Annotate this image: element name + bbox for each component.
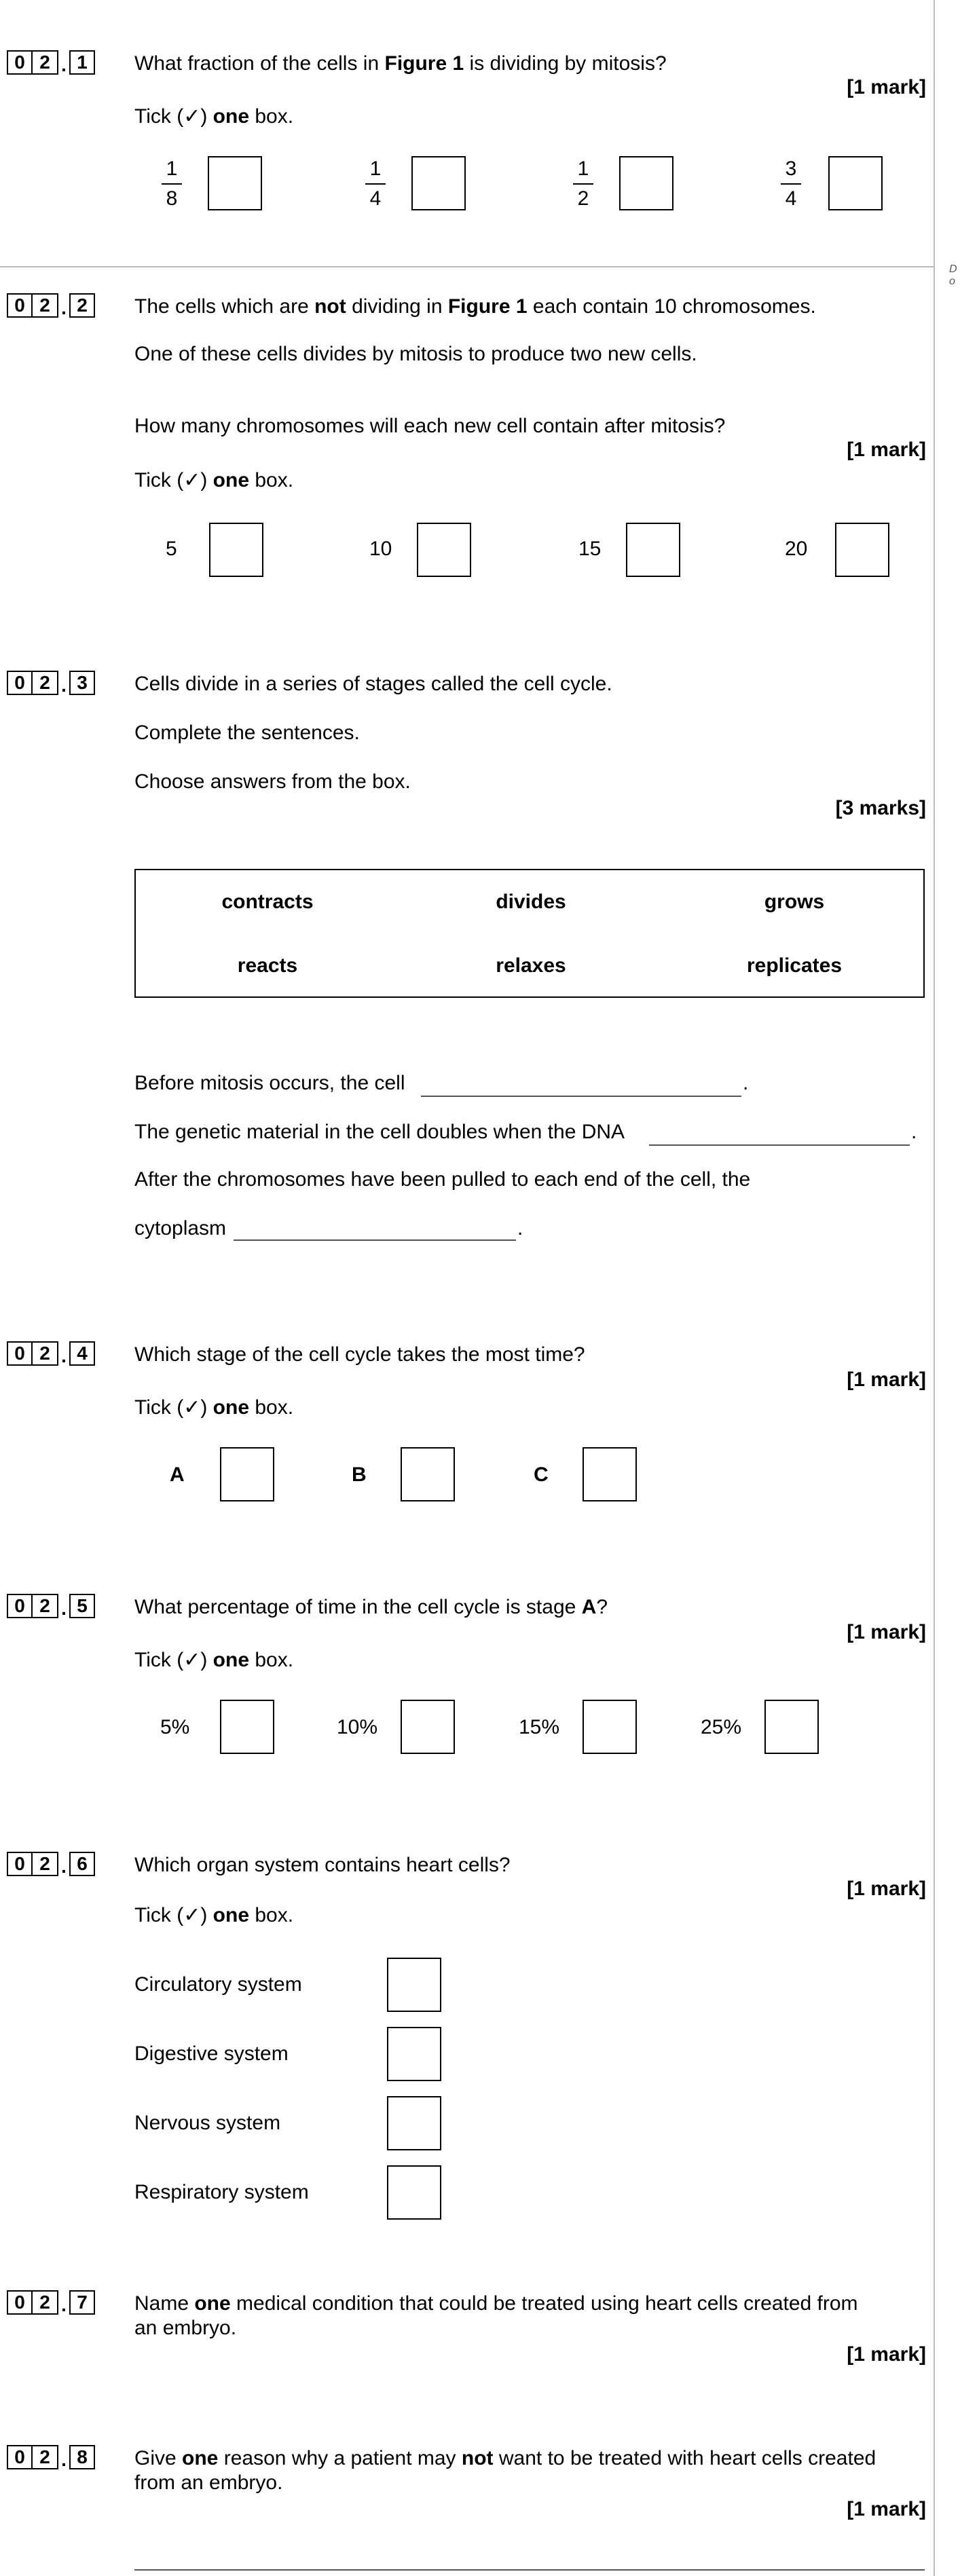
q5-option-label-2: 10% [337,1716,378,1738]
q7-question-line-1: Name one medical condition that could be treated using heart cells created from [134,2292,858,2315]
q6-option-circulatory: Circulatory system [134,1973,302,1996]
q1-tick-box-2[interactable] [411,156,466,210]
q5-tick-box-1[interactable] [220,1700,274,1754]
q2-marks: [1 mark] [847,438,926,461]
question-number-02-7: 0 2 . 7 [7,2290,95,2316]
word-reacts: reacts [237,954,298,977]
q3-period-1: . [743,1072,749,1094]
q6-tick-instruction: Tick (✓) one box. [134,1904,294,1926]
question-number-02-3: 0 2 . 3 [7,671,95,696]
fraction-option-2: 1 4 [365,157,386,210]
q6-question: Which organ system contains heart cells? [134,1854,511,1876]
fraction-option-4: 3 4 [781,157,801,210]
margin-note: D o [949,263,957,287]
fraction-option-1: 1 8 [162,157,182,210]
word-grows: grows [764,891,825,913]
q8-marks: [1 mark] [847,2498,926,2520]
q7-question-line-2: an embryo. [134,2317,237,2339]
q1-tick-box-4[interactable] [828,156,883,210]
q4-tick-box-b[interactable] [401,1447,455,1501]
q5-marks: [1 mark] [847,1621,926,1643]
q2-text-line-1: The cells which are not dividing in Figure 1 each contain 10 chromosomes. [134,295,816,318]
question-number-02-8: 0 2 . 8 [7,2445,95,2471]
q3-sentence-4: cytoplasm [134,1217,227,1239]
q3-period-3: . [517,1217,523,1239]
q3-text-line-1: Cells divide in a series of stages called the cell cycle. [134,673,612,695]
q5-tick-box-4[interactable] [764,1700,819,1754]
q5-tick-instruction: Tick (✓) one box. [134,1649,294,1671]
q6-tick-box-circulatory[interactable] [387,1958,441,2012]
q2-text-line-2: One of these cells divides by mitosis to produce two new cells. [134,343,697,365]
q3-blank-1[interactable] [421,1096,741,1097]
q1-tick-box-1[interactable] [208,156,262,210]
q1-tick-box-3[interactable] [619,156,673,210]
q2-option-label-4: 20 [785,538,808,560]
q4-tick-instruction: Tick (✓) one box. [134,1396,294,1419]
q5-question: What percentage of time in the cell cycle is stage A? [134,1596,608,1618]
word-divides: divides [496,891,566,913]
q1-text: What fraction of the cells in Figure 1 is dividing by mitosis? [134,52,667,75]
q3-text-line-3: Choose answers from the box. [134,770,411,793]
q3-period-2: . [911,1121,917,1143]
q3-text-line-2: Complete the sentences. [134,722,360,744]
q2-question: How many chromosomes will each new cell contain after mitosis? [134,415,726,437]
question-number-02-6: 0 2 . 6 [7,1852,95,1878]
question-number-02-5: 0 2 . 5 [7,1594,95,1620]
q1-marks: [1 mark] [847,76,926,98]
section-divider [0,266,934,267]
word-contracts: contracts [221,891,314,913]
q5-option-label-4: 25% [701,1716,742,1738]
q2-option-label-2: 10 [369,538,392,560]
q4-option-label-c: C [534,1463,549,1486]
q1-tick-instruction: Tick (✓) one box. [134,105,294,128]
q8-question-line-1: Give one reason why a patient may not want to be treated with heart cells created [134,2447,876,2469]
q5-tick-box-3[interactable] [583,1700,637,1754]
q6-tick-box-nervous[interactable] [387,2096,441,2150]
q2-tick-box-2[interactable] [417,523,471,577]
q6-tick-box-digestive[interactable] [387,2027,441,2081]
q6-option-nervous: Nervous system [134,2112,281,2134]
q4-option-label-b: B [352,1463,367,1486]
q5-option-label-1: 5% [160,1716,190,1738]
q6-option-digestive: Digestive system [134,2042,289,2065]
q2-tick-box-4[interactable] [835,523,889,577]
q3-marks: [3 marks] [835,797,926,819]
q3-sentence-1: Before mitosis occurs, the cell [134,1072,405,1094]
question-number-02-1: 0 2 . 1 [7,50,95,76]
word-relaxes: relaxes [496,954,566,977]
question-number-02-2: 0 2 . 2 [7,293,95,319]
q2-tick-box-1[interactable] [209,523,263,577]
word-replicates: replicates [746,954,843,977]
answer-word-box [134,869,925,998]
q6-marks: [1 mark] [847,1878,926,1900]
q2-tick-box-3[interactable] [626,523,680,577]
q3-blank-2[interactable] [649,1144,910,1146]
fraction-option-3: 1 2 [573,157,593,210]
q4-option-label-a: A [170,1463,185,1486]
q4-question: Which stage of the cell cycle takes the most time? [134,1343,585,1366]
q4-tick-box-a[interactable] [220,1447,274,1501]
q2-option-label-1: 5 [166,538,177,560]
q7-marks: [1 mark] [847,2343,926,2366]
q3-sentence-3: After the chromosomes have been pulled to each end of the cell, the [134,1168,751,1191]
q4-tick-box-c[interactable] [583,1447,637,1501]
q2-tick-instruction: Tick (✓) one box. [134,469,294,491]
q2-option-label-3: 15 [578,538,602,560]
q6-option-respiratory: Respiratory system [134,2181,309,2203]
page-margin-line [934,0,935,2576]
q4-marks: [1 mark] [847,1368,926,1391]
q3-blank-3[interactable] [234,1239,516,1241]
q3-sentence-2: The genetic material in the cell doubles when the DNA [134,1121,625,1143]
question-number-02-4: 0 2 . 4 [7,1341,95,1367]
q5-tick-box-2[interactable] [401,1700,455,1754]
q8-answer-line[interactable] [134,2569,925,2571]
q8-question-line-2: from an embryo. [134,2471,283,2494]
q5-option-label-3: 15% [519,1716,560,1738]
q6-tick-box-respiratory[interactable] [387,2165,441,2220]
